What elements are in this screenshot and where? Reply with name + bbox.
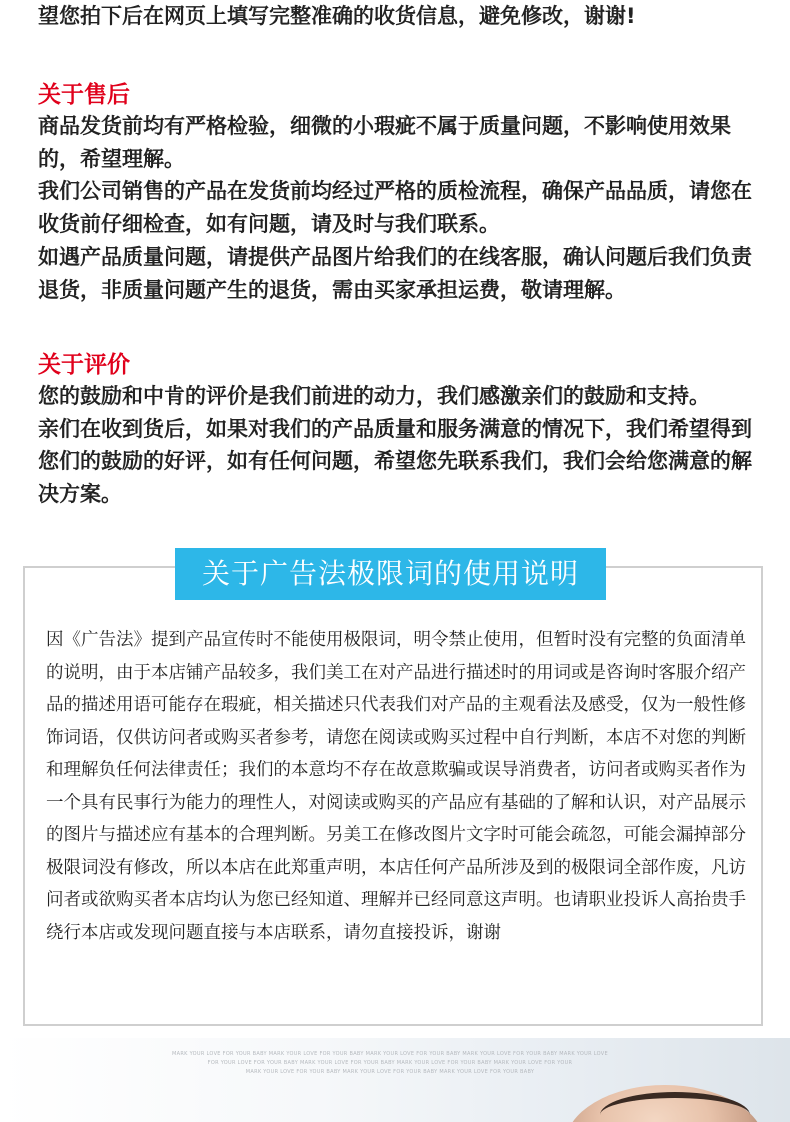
reviews-paragraph-1: 您的鼓励和中肯的评价是我们前进的动力，我们感激亲们的鼓励和支持。 <box>38 384 710 408</box>
after-sales-section <box>38 110 758 306</box>
banner-text-line: FOR YOUR LOVE FOR YOUR BABY MARK YOUR LOVE FOR YOUR BABY MARK YOUR LOVE FOR YOUR BABY MARK YOUR LOVE FOR YOUR <box>207 1060 573 1066</box>
banner-text-line: MARK YOUR LOVE FOR YOUR BABY MARK YOUR LOVE FOR YOUR BABY MARK YOUR LOVE FOR YOUR BABY MARK YOUR LOVE FOR YOUR BABY MARK YOUR LOVE <box>172 1051 608 1057</box>
intro-line: 望您拍下后在网页上填写完整准确的收货信息，避免修改，谢谢! <box>38 4 636 28</box>
promo-banner <box>0 1038 790 1122</box>
reviews-title: 关于评价 <box>38 352 130 378</box>
notice-title: 关于广告法极限词的使用说明 <box>175 548 606 600</box>
reviews-paragraph-2: 亲们在收到货后，如果对我们的产品质量和服务满意的情况下，我们希望得到您们的鼓励的好评，如有任何问题，希望您先联系我们，我们会给您满意的解决方案。 <box>38 416 752 507</box>
after-sales-title: 关于售后 <box>38 82 130 108</box>
reviews-section <box>38 380 758 511</box>
after-sales-paragraph-3: 如遇产品质量问题，请提供产品图片给我们的在线客服，确认问题后我们负责退货，非质量问题产生的退货，需由买家承担运费，敬请理解。 <box>38 244 752 302</box>
after-sales-paragraph-2: 我们公司销售的产品在发货前均经过严格的质检流程，确保产品品质，请您在收货前仔细检查，如有问题，请及时与我们联系。 <box>38 179 752 237</box>
notice-body: 因《广告法》提到产品宣传时不能使用极限词，明令禁止使用，但暂时没有完整的负面清单的说明，由于本店铺产品较多，我们美工在对产品进行描述时的用词或是咨询时客服介绍产品的描述用语可能存在瑕疵，相关描述只代表我们对产品的主观看法及感受，仅为一般性修饰词语，仅供访问者或购买者参考，请您在阅读或购买过程中自行判断，本店不对您的判断和理解负任何法律责任；我们的本意均不存在故意欺骗或误导消费者，访问者或购买者作为一个具有民事行为能力的理性人，对阅读或购买的产品应有基础的了解和认识，对产品展示的图片与描述应有基本的合理判断。另美工在修改图片文字时可能会疏忽，可能会漏掉部分极限词没有修改，所以本店在此郑重声明，本店任何产品所涉及到的极限词全部作废，凡访问者或欲购买者本店均认为您已经知道、理解并已经同意这声明。也请职业投诉人高抬贵手绕行本店或发现问题直接与本店联系，请勿直接投诉，谢谢 <box>46 630 746 943</box>
after-sales-paragraph-1: 商品发货前均有严格检验，细微的小瑕疵不属于质量问题，不影响使用效果的，希望理解。 <box>38 114 731 171</box>
intro-text <box>38 0 758 33</box>
banner-text-line: MARK YOUR LOVE FOR YOUR BABY MARK YOUR LOVE FOR YOUR BABY MARK YOUR LOVE FOR YOUR BABY <box>245 1069 535 1075</box>
